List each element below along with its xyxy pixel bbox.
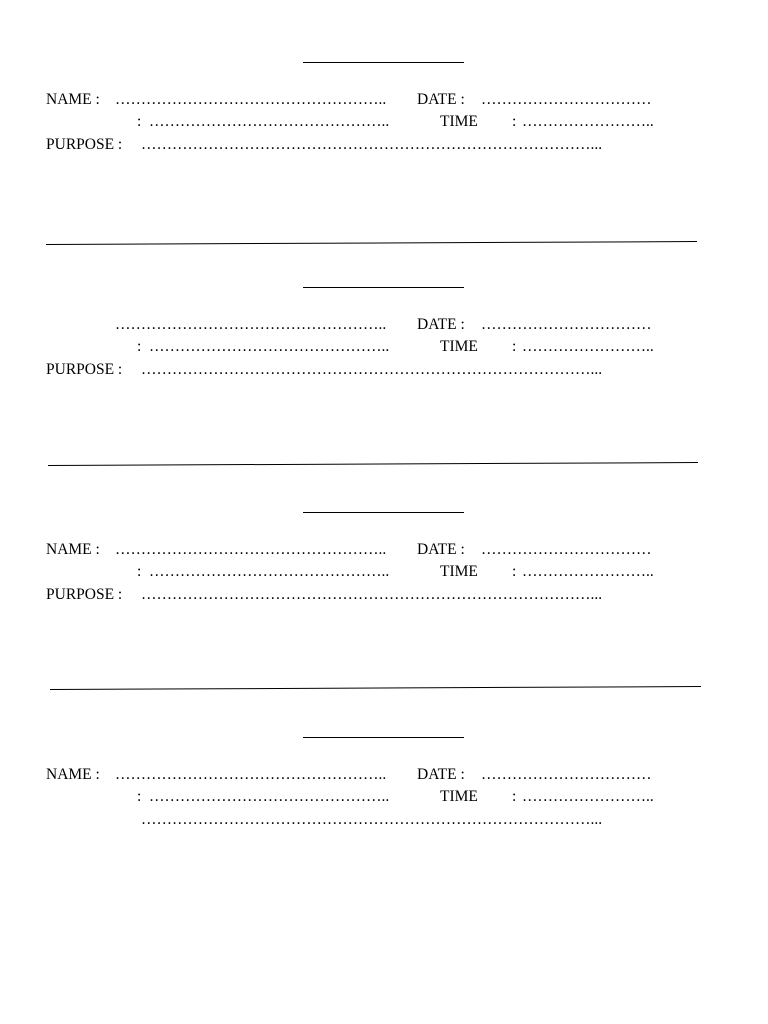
title-underline [303, 62, 464, 63]
date-field[interactable]: …………………………… [481, 316, 652, 333]
time-field[interactable]: …………………….. [522, 788, 654, 805]
name-label: NAME : [46, 541, 100, 558]
time-label: TIME [440, 338, 478, 355]
purpose-field[interactable]: ……………………………………………………………………………... [141, 361, 603, 378]
date-label: DATE : [417, 766, 465, 783]
name-field[interactable]: …………………………………………….. [115, 766, 387, 783]
time-label: TIME [440, 788, 478, 805]
title-underline [303, 512, 464, 513]
name-label: NAME : [46, 766, 100, 783]
date-field[interactable]: …………………………… [481, 766, 652, 783]
date-label: DATE : [417, 91, 465, 108]
date-field[interactable]: …………………………… [481, 91, 652, 108]
title-underline [303, 287, 464, 288]
time-colon: : [512, 788, 517, 805]
purpose-field[interactable]: ……………………………………………………………………………... [141, 136, 603, 153]
slip-3 [0, 450, 768, 675]
purpose-field[interactable]: ……………………………………………………………………………... [141, 811, 603, 828]
purpose-label: PURPOSE : [46, 586, 123, 603]
time-colon: : [512, 113, 517, 130]
row2-field[interactable]: ……………………………………….. [149, 113, 390, 130]
purpose-label: PURPOSE : [46, 361, 123, 378]
time-field[interactable]: …………………….. [522, 338, 654, 355]
title-underline [303, 737, 464, 738]
slip-1 [0, 0, 768, 225]
row2-colon: : [137, 563, 142, 580]
purpose-label: PURPOSE : [46, 136, 123, 153]
row2-field[interactable]: ……………………………………….. [149, 563, 390, 580]
date-label: DATE : [417, 316, 465, 333]
row2-colon: : [137, 113, 142, 130]
row2-colon: : [137, 788, 142, 805]
name-field[interactable]: …………………………………………….. [115, 316, 387, 333]
date-label: DATE : [417, 541, 465, 558]
time-label: TIME [440, 563, 478, 580]
name-field[interactable]: …………………………………………….. [115, 91, 387, 108]
slip-4 [0, 675, 768, 900]
time-field[interactable]: …………………….. [522, 563, 654, 580]
row2-field[interactable]: ……………………………………….. [149, 788, 390, 805]
name-field[interactable]: …………………………………………….. [115, 541, 387, 558]
date-field[interactable]: …………………………… [481, 541, 652, 558]
time-field[interactable]: …………………….. [522, 113, 654, 130]
time-colon: : [512, 563, 517, 580]
slip-2 [0, 225, 768, 450]
time-colon: : [512, 338, 517, 355]
row2-colon: : [137, 338, 142, 355]
name-label: NAME : [46, 91, 100, 108]
purpose-field[interactable]: ……………………………………………………………………………... [141, 586, 603, 603]
row2-field[interactable]: ……………………………………….. [149, 338, 390, 355]
time-label: TIME [440, 113, 478, 130]
